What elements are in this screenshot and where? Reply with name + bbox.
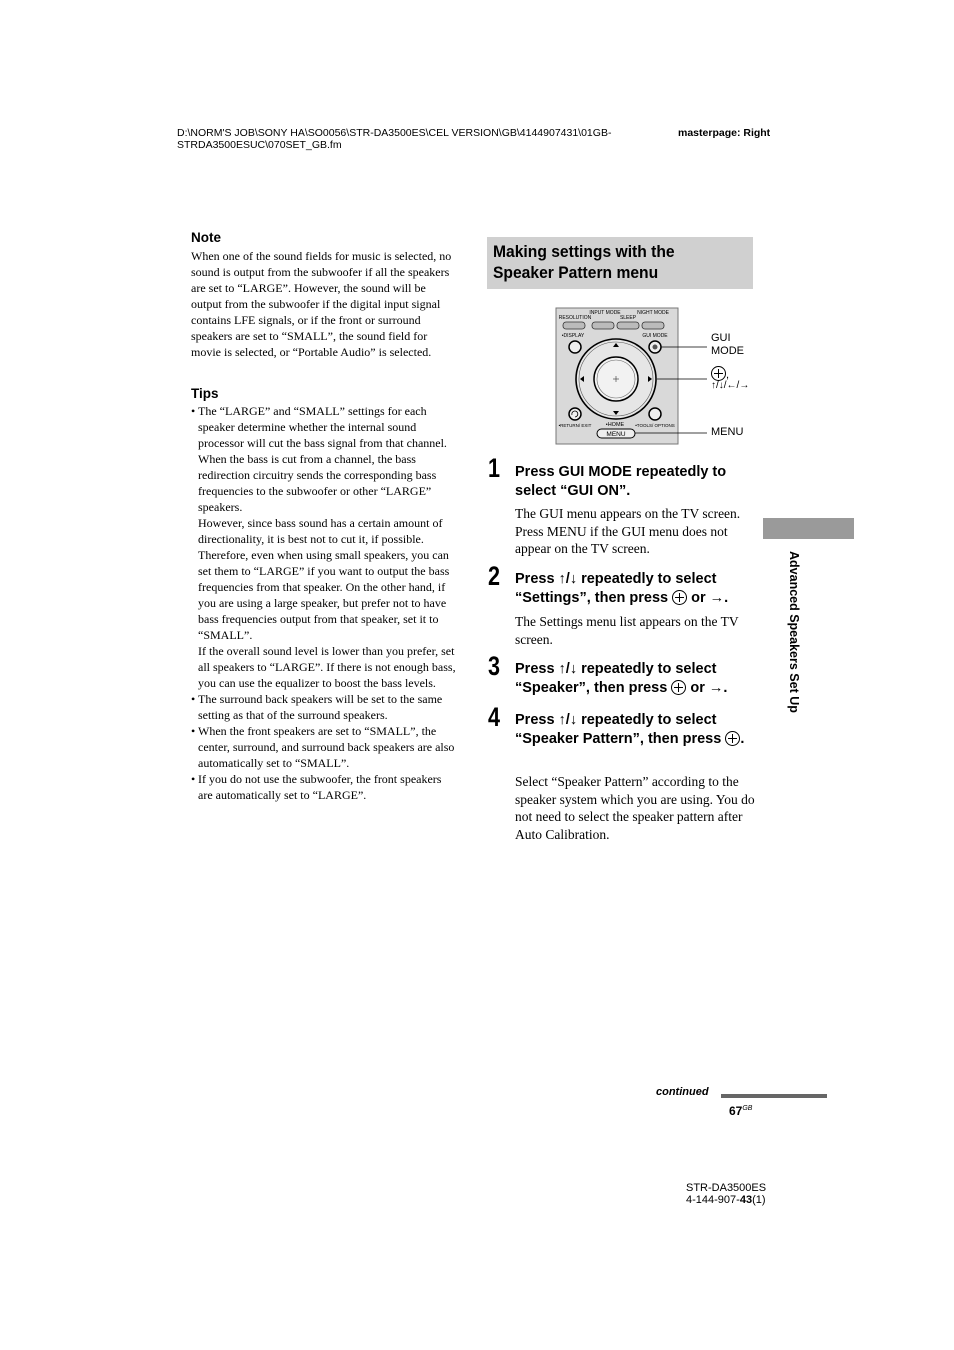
step-title (515, 711, 755, 749)
section-title: Making settings with the Speaker Pattern menu (493, 242, 675, 282)
callout-comma: , (726, 369, 730, 381)
home-label: •HOME (605, 422, 625, 428)
tip-text: The “LARGE” and “SMALL” settings for each speaker determine whether the internal sound processor will cut the bass signal from that channel. (198, 404, 447, 450)
masterpage-label: masterpage: Right (678, 127, 771, 139)
display-button (569, 341, 581, 353)
bullet: • (191, 772, 196, 786)
sleep-label: SLEEP (619, 315, 637, 321)
page-number-suffix: GB (742, 1105, 753, 1112)
step-body: The Settings menu list appears on the TV screen. (515, 614, 739, 647)
step-body: Select “Speaker Pattern” according to the speaker system which you are using. You do not need to select the speaker pattern after Auto Calibration. (515, 774, 755, 842)
sleep-button (617, 322, 639, 329)
tip-item (191, 691, 456, 723)
continued-label: continued (656, 1086, 709, 1098)
step-number: 2 (488, 561, 501, 591)
code-part: (1) (752, 1194, 766, 1206)
step-title-text: Press ↑/↓ repeatedly to select “Settings”, then press (515, 571, 717, 606)
enter-icon (672, 590, 687, 605)
tip-text: When the front speakers are set to “SMALL”, the center, surround, and surround back speakers are also automatically set to “SMALL”. (198, 724, 455, 770)
document-code (686, 1194, 766, 1206)
code-part: 4-144-907- (686, 1194, 740, 1206)
tip-text: However, since bass sound has a certain amount of directionality, it is best not to cut it, if possible. Therefore, even when using small speakers, you can set them to “LARGE” if you want to output the bass frequencies from that speaker. On the other hand, if you are using a large speaker, but prefer not to have bass frequencies output from that speaker, set it to “SMALL”. (198, 516, 450, 642)
continued-bar (721, 1094, 827, 1098)
night-mode-label: NIGHT MODE (637, 310, 669, 316)
step-body: The GUI menu appears on the TV screen. Press MENU if the GUI menu does not appear on the TV screen. (515, 506, 741, 556)
callout-gui-mode: GUI MODE (711, 332, 744, 357)
step-number: 4 (488, 702, 501, 732)
callout-menu: MENU (711, 426, 744, 438)
chapter-tab-marker (763, 518, 854, 539)
tip-item (191, 723, 456, 771)
step-title-text: or →. (690, 680, 728, 696)
night-mode-button (642, 322, 664, 329)
input-mode-label: INPUT MODE (589, 310, 621, 316)
enter-icon (725, 731, 740, 746)
step-title (515, 570, 755, 608)
input-mode-button (592, 322, 614, 329)
display-label: •DISPLAY (561, 333, 585, 339)
bullet: • (191, 724, 196, 738)
tip-item (191, 771, 456, 803)
resolution-button (563, 322, 585, 329)
step-title-text: or →. (691, 590, 729, 606)
bullet: • (191, 692, 196, 706)
bullet: • (191, 404, 196, 418)
tips-list (191, 403, 456, 803)
tools-options-label: •TOOLS/ OPTIONS (635, 423, 675, 428)
code-part-bold: 43 (739, 1194, 753, 1206)
callout-arrows: ↑/↓/←/→ (711, 380, 750, 391)
note-text: When one of the sound fields for music is selected, no sound is output from the subwoofer if all the speakers are set to “LARGE”. However, the sound will be output from the subwoofer if the digital input signal contains LFE signals, or if the front or surround speakers are set to “SMALL”, the sound field for movie is selected, or “Portable Audio” is selected. (191, 249, 452, 359)
step-title-text: Press ↑/↓ repeatedly to select “Speaker”, then press (515, 661, 717, 696)
tools-options-button (649, 408, 661, 420)
step-title-text: Press ↑/↓ repeatedly to select “Speaker Pattern”, then press (515, 712, 722, 747)
tip-text: When the bass is cut from a channel, the bass redirection circuitry sends the corresponding bass frequencies to the subwoofer or other “LARGE” speakers. (198, 452, 437, 514)
page-number (729, 1104, 752, 1118)
step-title-text: . (740, 731, 745, 747)
step-title (515, 660, 755, 698)
note-heading: Note (191, 230, 221, 245)
return-exit-label: •RETURN/ EXIT (558, 423, 592, 428)
model-name: STR-DA3500ES (686, 1182, 767, 1194)
return-exit-button (569, 408, 581, 420)
step-number: 1 (488, 453, 501, 483)
file-path-header: D:\NORM'S JOB\SONY HA\SO0056\STR-DA3500ES\CEL VERSION\GB\4144907431\01GB-STRDA3500ESUC\070SET_GB.fm (177, 127, 612, 151)
tip-text: If the overall sound level is lower than you prefer, set all speakers to “LARGE”. If there is not enough bass, you can use the equalizer to boost the bass levels. (198, 644, 456, 690)
step-title: Press GUI MODE repeatedly to select “GUI ON”. (515, 464, 727, 499)
tip-text: If you do not use the subwoofer, the front speakers are automatically set to “LARGE”. (198, 772, 442, 802)
step-number: 3 (488, 651, 501, 681)
tip-text: The surround back speakers will be set to the same setting as that of the surround speakers. (198, 692, 443, 722)
page-number-value: 67 (729, 1104, 743, 1118)
gui-mode-dot (653, 345, 658, 350)
chapter-side-label: Advanced Speakers Set Up (787, 551, 801, 713)
menu-button-label: MENU (606, 431, 626, 438)
enter-icon (671, 680, 686, 695)
resolution-label: RESOLUTION (558, 315, 592, 321)
gui-mode-label: GUI MODE (642, 333, 668, 339)
tip-item (191, 403, 456, 691)
tips-heading: Tips (191, 386, 219, 401)
model-code-footer (686, 1182, 766, 1206)
